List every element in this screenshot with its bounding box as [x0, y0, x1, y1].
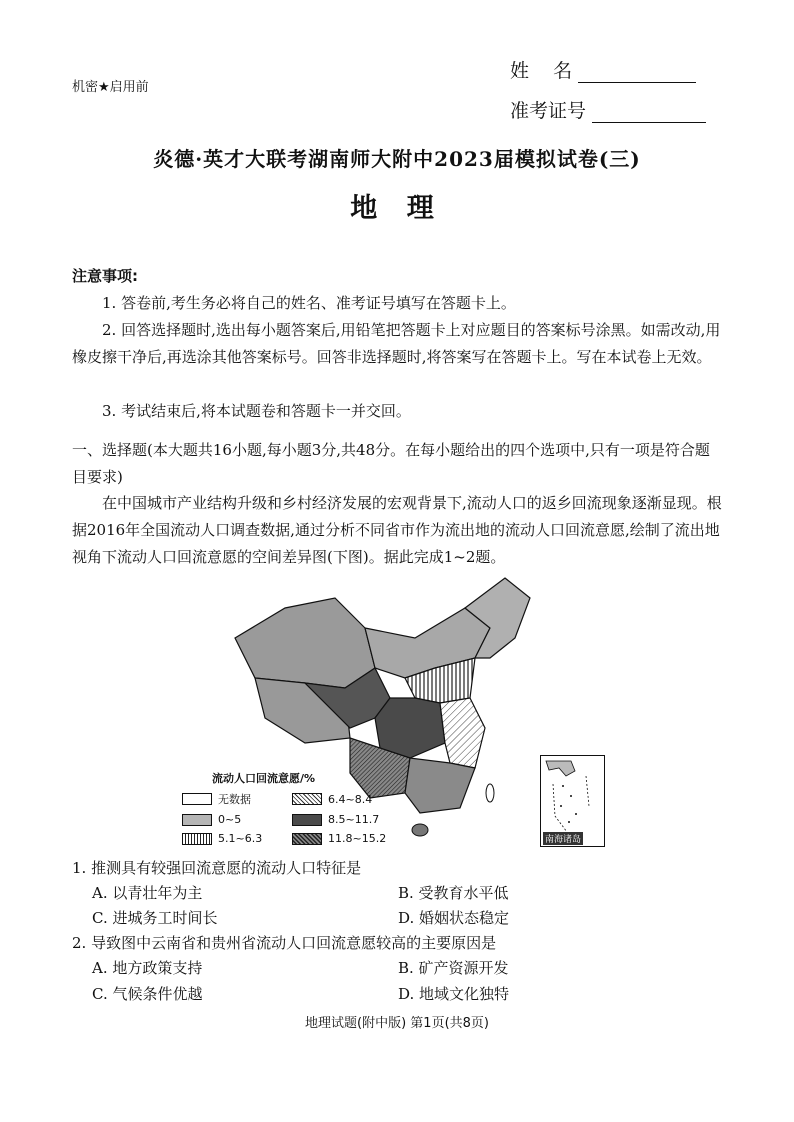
- question-1-option-c[interactable]: C. 进城务工时间长: [92, 909, 218, 927]
- map-region-hainan: [412, 824, 428, 836]
- inset-label: 南海诸岛: [543, 832, 583, 845]
- subject-title: 地 理: [350, 193, 444, 224]
- question-2-stem: 2. 导致图中云南省和贵州省流动人口回流意愿较高的主要原因是: [72, 934, 497, 952]
- question-1-stem: 1. 推测具有较强回流意愿的流动人口特征是: [72, 859, 362, 877]
- note-item-1: 1. 答卷前,考生务必将自己的姓名、准考证号填写在答题卡上。: [102, 294, 516, 312]
- exam-id-field: [510, 96, 706, 123]
- legend-label: 6.4~8.4: [328, 792, 373, 806]
- page-footer: 地理试题(附中版) 第1页(共8页): [305, 1016, 489, 1031]
- question-2-option-b[interactable]: B. 矿产资源开发: [398, 959, 509, 977]
- question-1-option-b[interactable]: B. 受教育水平低: [398, 884, 509, 902]
- map-region-south: [405, 758, 475, 813]
- map-region-taiwan: [486, 784, 494, 802]
- legend-item: [182, 813, 292, 826]
- legend-item: [182, 791, 292, 807]
- legend-item: [292, 791, 402, 807]
- legend-label: 11.8~15.2: [328, 832, 387, 845]
- exam-id-label: 准考证号: [510, 100, 587, 122]
- legend-swatch: [182, 814, 212, 826]
- notes-heading: 注意事项:: [72, 267, 138, 285]
- question-1-option-a[interactable]: A. 以青壮年为主: [92, 884, 203, 902]
- section-heading: 一、选择题(本大题共16小题,每小题3分,共48分。在每小题给出的四个选项中,只有一项是符合题目要求): [72, 441, 710, 486]
- exam-id-blank[interactable]: [592, 102, 706, 123]
- legend-swatch: [182, 833, 212, 845]
- legend-item: [292, 813, 402, 826]
- map-legend: [182, 770, 402, 845]
- legend-label: 5.1~6.3: [218, 832, 263, 845]
- name-blank[interactable]: [578, 62, 696, 83]
- legend-swatch: [292, 814, 322, 826]
- legend-swatch: [292, 833, 322, 845]
- confidential-label: 机密★启用前: [72, 80, 149, 95]
- note-item-2: 2. 回答选择题时,选出每小题答案后,用铅笔把答题卡上对应题目的答案标号涂黑。如需改动,用橡皮擦干净后,再选涂其他答案标号。回答非选择题时,将答案写在答题卡上。写在本试卷上无效。: [72, 321, 721, 366]
- south-china-sea-inset: [540, 755, 605, 847]
- note-item-3: 3. 考试结束后,将本试题卷和答题卡一并交回。: [102, 402, 411, 420]
- question-2-option-d[interactable]: D. 地域文化独特: [398, 985, 510, 1003]
- legend-swatch: [292, 793, 322, 805]
- name-label: 姓 名: [510, 60, 573, 82]
- name-field: [510, 56, 696, 83]
- question-2-option-c[interactable]: C. 气候条件优越: [92, 985, 203, 1003]
- legend-item: [292, 832, 402, 845]
- legend-item: [182, 832, 292, 845]
- question-2-option-a[interactable]: A. 地方政策支持: [92, 959, 203, 977]
- legend-label: 无数据: [218, 793, 251, 806]
- map-region-east: [440, 698, 485, 768]
- map-region-central: [375, 698, 445, 758]
- legend-label: 8.5~11.7: [328, 813, 380, 826]
- legend-swatch: [182, 793, 212, 805]
- question-1-option-d[interactable]: D. 婚姻状态稳定: [398, 909, 510, 927]
- legend-title: 流动人口回流意愿/%: [212, 772, 316, 785]
- legend-label: 0~5: [218, 813, 242, 826]
- map-region-northwest: [235, 598, 375, 688]
- section-intro: 在中国城市产业结构升级和乡村经济发展的宏观背景下,流动人口的返乡回流现象逐渐显现。根据2016年全国流动人口调查数据,通过分析不同省市作为流出地的流动人口回流意愿,绘制了流出地视角下流动人口回流意愿的空间差异图(下图)。据此完成1~2题。: [72, 494, 722, 566]
- exam-title: 炎德·英才大联考湖南师大附中2023届模拟试卷(三): [153, 147, 641, 171]
